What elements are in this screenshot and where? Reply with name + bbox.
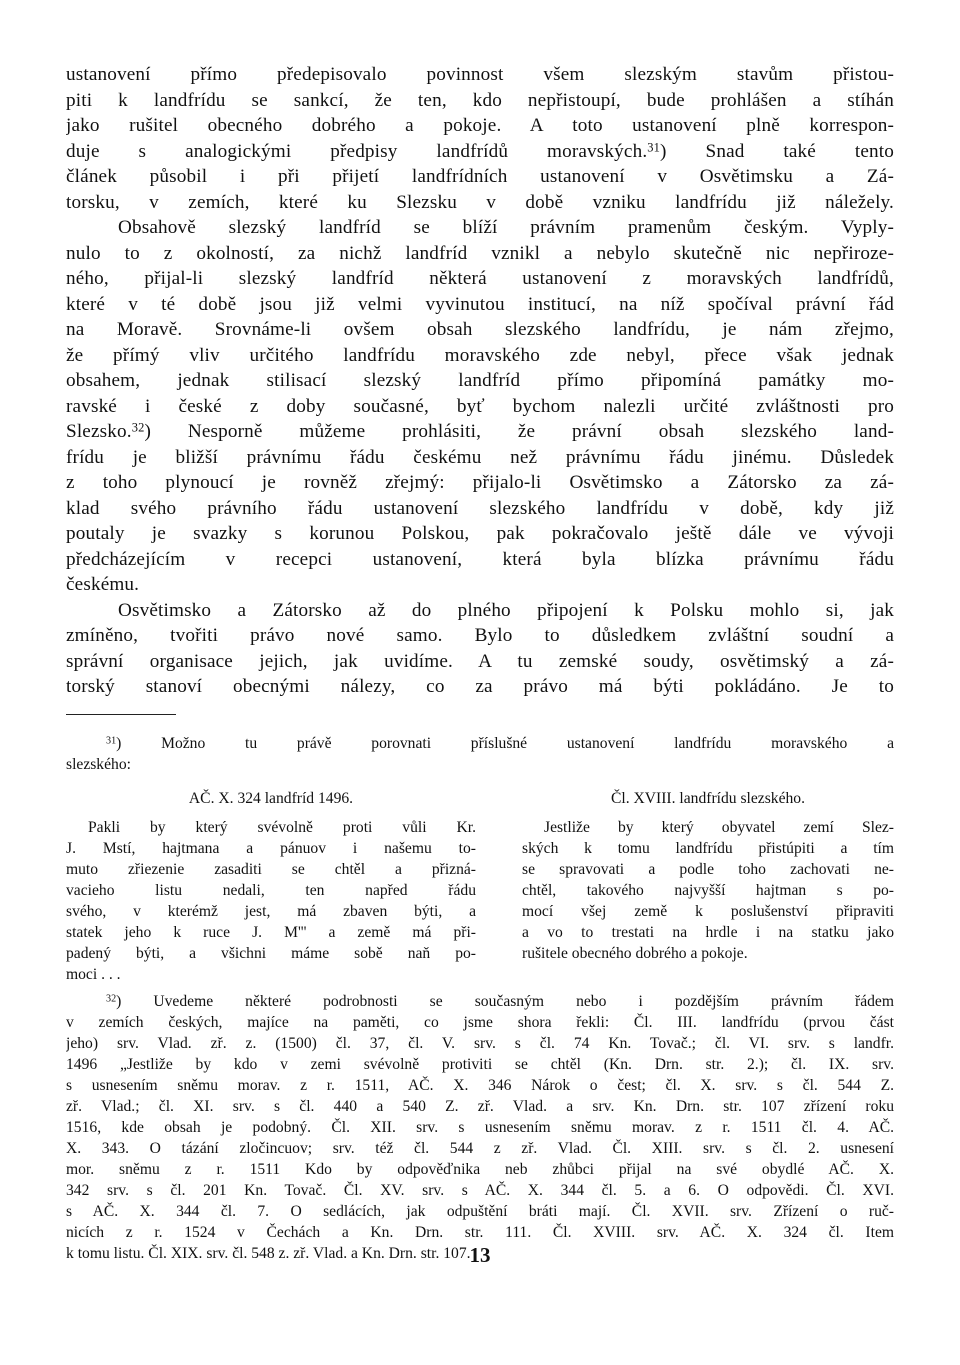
body-line: [66, 419, 894, 445]
body-line: zmíněno, tvořiti právo nové samo. Bylo to důsledkem zvláštní soudní a: [66, 625, 894, 646]
column-heading-silesian: Čl. XVIII. landfrídu slezského.: [610, 789, 805, 807]
body-line: českému.: [66, 574, 140, 595]
footnote-32-line: 1516, kde obsah je podobný. Čl. XII. srv. s usnesením sněmu morav. z r. 1511 čl. 4. AČ.: [66, 1118, 894, 1136]
body-line: jako rušitel obecného dobrého a pokoje. A toto ustanovení plně korrespon-: [66, 115, 894, 136]
footnote-32-line: X. 343. O tázání zločincuov; srv. též čl. 544 z zř. Vlad. Čl. XIII. srv. s čl. 2. usnesení: [66, 1139, 894, 1157]
text-line: Jestliže by který obyvatel zemí Slez-: [544, 818, 894, 836]
footnote-32-line: [66, 991, 894, 1012]
body-line: článek působil i při přijetí landfrídních ustanovení v Osvětimsku a Zá-: [66, 166, 894, 187]
body-line: z toho plynoucí je rovněž zřejmý: přijalo-li Osvětimsko a Zátorsko za zá-: [66, 472, 894, 493]
body-line: poutaly je svazky s korunou Polskou, pak pokračovalo ještě dále ve vývoji: [66, 523, 894, 544]
page-number: 13: [469, 1243, 491, 1267]
footnote-32-marker: 32: [106, 992, 117, 1004]
footnote-31-line: slezského:: [66, 755, 131, 773]
footnote-32-line: jeho) srv. Vlad. zř. z. (1500) čl. 37, čl. V. srv. s čl. 74 Kn. Tovač.; čl. VI. srv. s landfr.: [66, 1034, 894, 1052]
footnote-32: [66, 991, 894, 1264]
column-silesian: [522, 787, 894, 985]
footnote-32-line: s usnesením sněmu morav. z r. 1511, AČ. X. 346 Nárok o čest; čl. X. srv. s čl. 544 Z.: [66, 1076, 894, 1094]
body-line: Osvětimsko a Zátorsko až do plného připojení k Polsku mohlo si, jak: [118, 599, 894, 621]
body-line: ustanovení přímo předepisovalo povinnost všem slezským stavům přistou-: [66, 64, 894, 85]
footnote-32-line: nicích z r. 1524 v Čechách a Kn. Drn. str. 111. Čl. XVIII. srv. AČ. X. 324 čl. Item: [66, 1223, 894, 1241]
column-text-silesian: [522, 817, 894, 964]
comparison-columns: [66, 787, 894, 985]
page-content: [66, 62, 894, 1264]
body-line-text: ) Nesporně můžeme prohlásiti, že právní obsah slezského land-: [144, 421, 894, 442]
body-line-text: ) Snad také tento: [660, 140, 894, 162]
body-line: které v té době jsou již velmi vyvinutou institucí, na níž spočíval právní řád: [66, 293, 894, 315]
text-line: J. Mstí, hajtmana a pánuov i našemu to-: [66, 839, 476, 857]
text-line: muto zřiezenie zasaditi se chtěl a přizná-: [66, 860, 476, 878]
body-line: předcházejícím v recepci ustanovení, která byla blízka právnímu řádu: [66, 548, 894, 570]
body-line-text: duje s analogickými předpisy landfrídů moravských.: [66, 140, 648, 162]
footnote-32-line: k tomu listu. Čl. XIX. srv. čl. 548 z. zř. Vlad. a Kn. Drn. str. 107.: [66, 1244, 471, 1262]
body-line: ného, přijal-li slezský landfríd některá ustanovení z moravských landfrídů,: [66, 268, 894, 289]
body-line: [66, 139, 894, 165]
text-line: ských k tomu landfrídu přistúpiti a tím: [522, 839, 894, 857]
text-line: Pakli by který svévolně proti vůli Kr.: [88, 818, 476, 836]
text-line: statek jeho k ruce J. M''' a země má při-: [66, 923, 476, 941]
body-line: nulo to z okolností, za nichž landfríd vznikl a nebylo skutečně nic nepřiroze-: [66, 242, 894, 264]
body-line: na Moravě. Srovnáme-li ovšem obsah slezského landfrídu, je nám zřejmo,: [66, 319, 894, 340]
body-line-text: Slezsko.: [66, 421, 132, 442]
body-line: ravské i české z doby současné, byť bychom nalezli určité zvláštnosti pro: [66, 395, 894, 417]
body-line: správní organisace jejich, jak uvidíme. A tu zemské soudy, osvětimský a zá-: [66, 650, 894, 672]
footnote-reference: 32: [131, 420, 145, 435]
footnote-32-text: [66, 991, 894, 1264]
text-line: se spravovati a podle toho zachovati ne-: [522, 860, 894, 878]
footnote-31-marker: 31: [106, 734, 117, 746]
body-line: obsahem, jednak stilisací slezský landfríd přímo připomíná památky mo-: [66, 370, 894, 391]
column-heading-moravian: AČ. X. 324 landfríd 1496.: [188, 789, 354, 807]
text-line: a vo to trestati na hrdle i na statku jako: [522, 923, 894, 941]
body-line: piti k landfrídu se sankcí, že ten, kdo nepřistoupí, bude prohlášen a stíhán: [66, 89, 894, 111]
footnote-32-line: mor. sněmu z r. 1511 Kdo by odpověďnika neb zhůbci přijal na své obydlé AČ. X.: [66, 1160, 894, 1178]
column-text-moravian: [66, 817, 476, 985]
body-line: klad svého právního řádu ustanovení slezského landfrídu v době, kdy již: [66, 497, 894, 519]
footnote-separator: [66, 714, 176, 715]
footnote-31: [66, 733, 894, 985]
body-line: že přímý vliv určitého landfrídu moravského zde nebyl, přece však jednak: [66, 344, 894, 366]
footnote-32-line: zř. Vlad.; čl. XI. srv. s čl. 440 a 540 Z. zř. Vlad. a srv. Kn. Drn. str. 107 zřízení roku: [66, 1097, 894, 1115]
column-moravian: [66, 787, 476, 985]
footnote-32-line: s AČ. X. 344 čl. 7. O sedlácích, jak odpuštění bráti mají. Čl. XVII. srv. Zřízení o ruč-: [66, 1202, 894, 1220]
main-body-text: [66, 62, 894, 700]
body-line: frídu je bližší právnímu řádu českému než právnímu řádu jinému. Důsledek: [66, 446, 894, 468]
body-line: Obsahově slezský landfríd se blíží právním pramenům českým. Vyply-: [118, 217, 894, 238]
text-line: mocí všej země k poslušenství připraviti: [522, 902, 894, 920]
body-line: torsku, v zemích, které ku Slezsku v době vzniku landfrídu již náležely.: [66, 191, 894, 213]
footnote-reference: 31: [647, 139, 661, 154]
footnote-32-line: v zemích českých, majíce na paměti, co jsme shora řekli: Čl. III. landfrídu (prvou část: [66, 1013, 894, 1031]
footnote-32-text: ) Uvedeme některé podrobnosti se současným nebo i pozdějším právním řádem: [116, 992, 894, 1010]
text-line: vacieho listu nedali, ten napřed řádu: [66, 881, 476, 899]
body-line: torský stanoví obecnými nálezy, co za právo má býti pokládáno. Je to: [66, 676, 894, 697]
footnote-32-line: 342 srv. s čl. 201 Kn. Tovač. Čl. XV. srv. s AČ. X. 344 čl. 5. a 6. O odpovědi. Čl. XVI.: [66, 1181, 894, 1199]
text-line: moci . . .: [66, 965, 121, 983]
text-line: chtěl, takového najvyšší hajtman s po-: [522, 881, 894, 899]
text-line: padený býti, a všichni máme sobě naň po-: [66, 944, 476, 962]
footnote-32-line: 1496 „Jestliže by kdo v zemi svévolně protiviti se chtěl (Kn. Drn. str. 2.); čl. IX. srv.: [66, 1055, 894, 1073]
footnote-31-text: ) Možno tu právě porovnati příslušné ustanovení landfrídu moravského a: [116, 734, 894, 752]
text-line: rušitele obecného dobrého a pokoje.: [522, 944, 748, 962]
footnote-31-line: [66, 733, 894, 754]
text-line: svého, v kterémž jest, má zbaven býti, a: [66, 902, 476, 920]
